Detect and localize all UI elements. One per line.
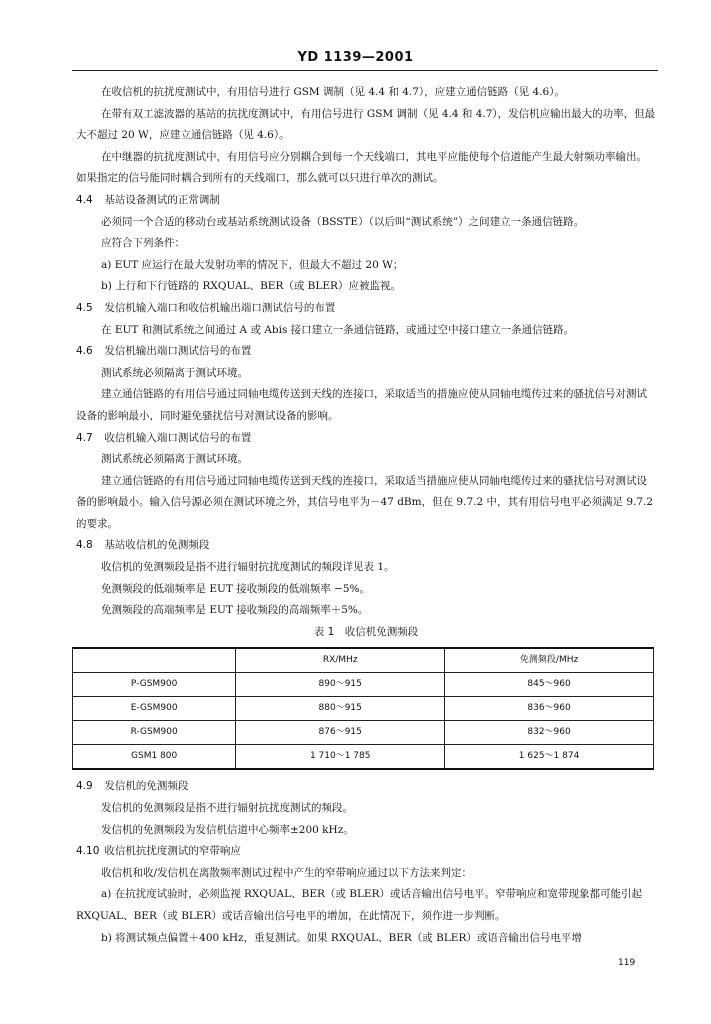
table-header-cell bbox=[73, 648, 236, 673]
paragraph: 测试系统必须隔离于测试环境。 bbox=[101, 453, 248, 466]
page-number: 119 bbox=[618, 958, 636, 968]
table-header-row bbox=[73, 648, 654, 673]
section-heading-4-9 bbox=[76, 776, 656, 798]
section-heading-4-6 bbox=[76, 341, 656, 363]
paragraph: 发信机的免测频段是指不进行辐射抗扰度测试的频段。 bbox=[101, 802, 353, 815]
section-number: 4.6 bbox=[76, 345, 93, 358]
table-cell: R-GSM900 bbox=[73, 721, 236, 745]
table-cell: 890～915 bbox=[236, 673, 445, 697]
paragraph: 建立通信链路的有用信号通过同轴电缆传送到天线的连接口，采取适当措施应使从同轴电缆传过来的骚扰信号对测试设备的影响最小。输入信号源必须在测试环境之外，其信号电平为－47 dBm，但在 9.7.2 中，其有用信号电平必须满足 9.7.2 的要求。 bbox=[76, 474, 654, 530]
paragraph: 必须同一个合适的移动台或基站系统测试设备（BSSTE）（以后叫“测试系统”）之间建立一条通信链路。 bbox=[101, 215, 585, 228]
section-number: 4.5 bbox=[76, 301, 93, 314]
page-body bbox=[76, 82, 656, 949]
table-row bbox=[73, 745, 654, 770]
section-title: 发信机输入端口和收信机输出端口测试信号的布置 bbox=[104, 301, 336, 314]
document-header: YD 1139—2001 bbox=[297, 50, 414, 65]
paragraph: 免测频段的低端频率是 EUT 接收频段的低端频率 −5%。 bbox=[101, 582, 370, 595]
section-heading-4-7 bbox=[76, 428, 656, 450]
table-cell: 845～960 bbox=[445, 673, 654, 697]
table-cell: GSM1 800 bbox=[73, 745, 236, 770]
section-heading-4-8 bbox=[76, 535, 656, 557]
paragraph: 在收信机的抗扰度测试中，有用信号进行 GSM 调制（见 4.4 和 4.7），应建立通信链路（见 4.6）。 bbox=[101, 86, 565, 98]
section-number: 4.10 bbox=[76, 845, 100, 858]
table-cell: P-GSM900 bbox=[73, 673, 236, 697]
section-title: 发信机的免测频段 bbox=[104, 780, 189, 793]
section-number: 4.7 bbox=[76, 431, 93, 444]
paragraph: 应符合下列条件： bbox=[101, 237, 185, 250]
list-item: a) 在抗扰度试验时，必须监视 RXQUAL、BER（或 BLER）或话音输出信号电平。窄带响应和宽带现象都可能引起 RXQUAL、BER（或 BLER）或话音输出信号电平的增加，在此情况下，须作进一步判断。 bbox=[76, 888, 642, 922]
exemption-band-table bbox=[72, 647, 654, 770]
list-item: a) EUT 应运行在最大发射功率的情况下，但最大不超过 20 W； bbox=[101, 258, 404, 271]
table-cell: 876～915 bbox=[236, 721, 445, 745]
paragraph: 发信机的免测频段为发信机信道中心频率±200 kHz。 bbox=[101, 823, 354, 836]
table-cell: 880～915 bbox=[236, 697, 445, 721]
list-item: b) 将测试频点偏置＋400 kHz，重复测试。如果 RXQUAL、BER（或 BLER）或语音输出信号电平增 bbox=[101, 931, 582, 944]
section-number: 4.8 bbox=[76, 539, 93, 552]
table-row bbox=[73, 721, 654, 745]
paragraph: 收信机和收/发信机在离散频率测试过程中产生的窄带响应通过以下方法来判定： bbox=[101, 866, 473, 879]
list-item: b) 上行和下行链路的 RXQUAL、BER（或 BLER）应被监视。 bbox=[101, 280, 401, 293]
table-caption: 表 1 收信机免测频段 bbox=[313, 625, 419, 638]
paragraph: 收信机的免测频段是指不进行辐射抗扰度测试的频段详见表 1。 bbox=[101, 561, 395, 574]
table-row bbox=[73, 697, 654, 721]
table-cell: 832～960 bbox=[445, 721, 654, 745]
section-heading-4-4 bbox=[76, 190, 656, 212]
table-cell: 1 625～1 874 bbox=[445, 745, 654, 770]
paragraph: 建立通信链路的有用信号通过同轴电缆传送到天线的连接口，采取适当的措施应使从同轴电缆传过来的骚扰信号对测试设备的影响最小，同时避免骚扰信号对测试设备的影响。 bbox=[76, 388, 647, 422]
table-header-cell: 免测频段/MHz bbox=[445, 648, 654, 673]
section-heading-4-10 bbox=[76, 841, 656, 863]
table-header-cell: RX/MHz bbox=[236, 648, 445, 673]
table-row bbox=[73, 673, 654, 697]
table-cell: E-GSM900 bbox=[73, 697, 236, 721]
paragraph: 在带有双工滤波器的基站的抗扰度测试中，有用信号进行 GSM 调制（见 4.4 和 4.7），发信机应输出最大的功率，但最大不超过 20 W，应建立通信链路（见 4.6）。 bbox=[76, 107, 656, 142]
section-title: 基站设备测试的正常调制 bbox=[104, 193, 220, 206]
section-title: 收信机输入端口测试信号的布置 bbox=[104, 431, 252, 444]
section-number: 4.9 bbox=[76, 780, 93, 793]
paragraph: 在中继器的抗扰度测试中，有用信号应分别耦合到每一个天线端口，其电平应能使每个信道能产生最大射频功率输出。如果指定的信号能同时耦合到所有的天线端口，那么就可以只进行单次的测试。 bbox=[76, 150, 647, 185]
section-number: 4.4 bbox=[76, 193, 93, 206]
table-cell: 1 710～1 785 bbox=[236, 745, 445, 770]
paragraph: 测试系统必须隔离于测试环境。 bbox=[101, 366, 248, 379]
header-rule bbox=[72, 70, 658, 71]
section-heading-4-5 bbox=[76, 298, 656, 320]
section-title: 收信机抗扰度测试的窄带响应 bbox=[104, 845, 241, 858]
paragraph: 在 EUT 和测试系统之间通过 A 或 Abis 接口建立一条通信链路，或通过空中接口建立一条通信链路。 bbox=[101, 323, 575, 336]
table-cell: 836～960 bbox=[445, 697, 654, 721]
paragraph: 免测频段的高端频率是 EUT 接收频段的高端频率＋5%。 bbox=[101, 604, 369, 617]
section-title: 基站收信机的免测频段 bbox=[104, 539, 210, 552]
section-title: 发信机输出端口测试信号的布置 bbox=[104, 345, 252, 358]
